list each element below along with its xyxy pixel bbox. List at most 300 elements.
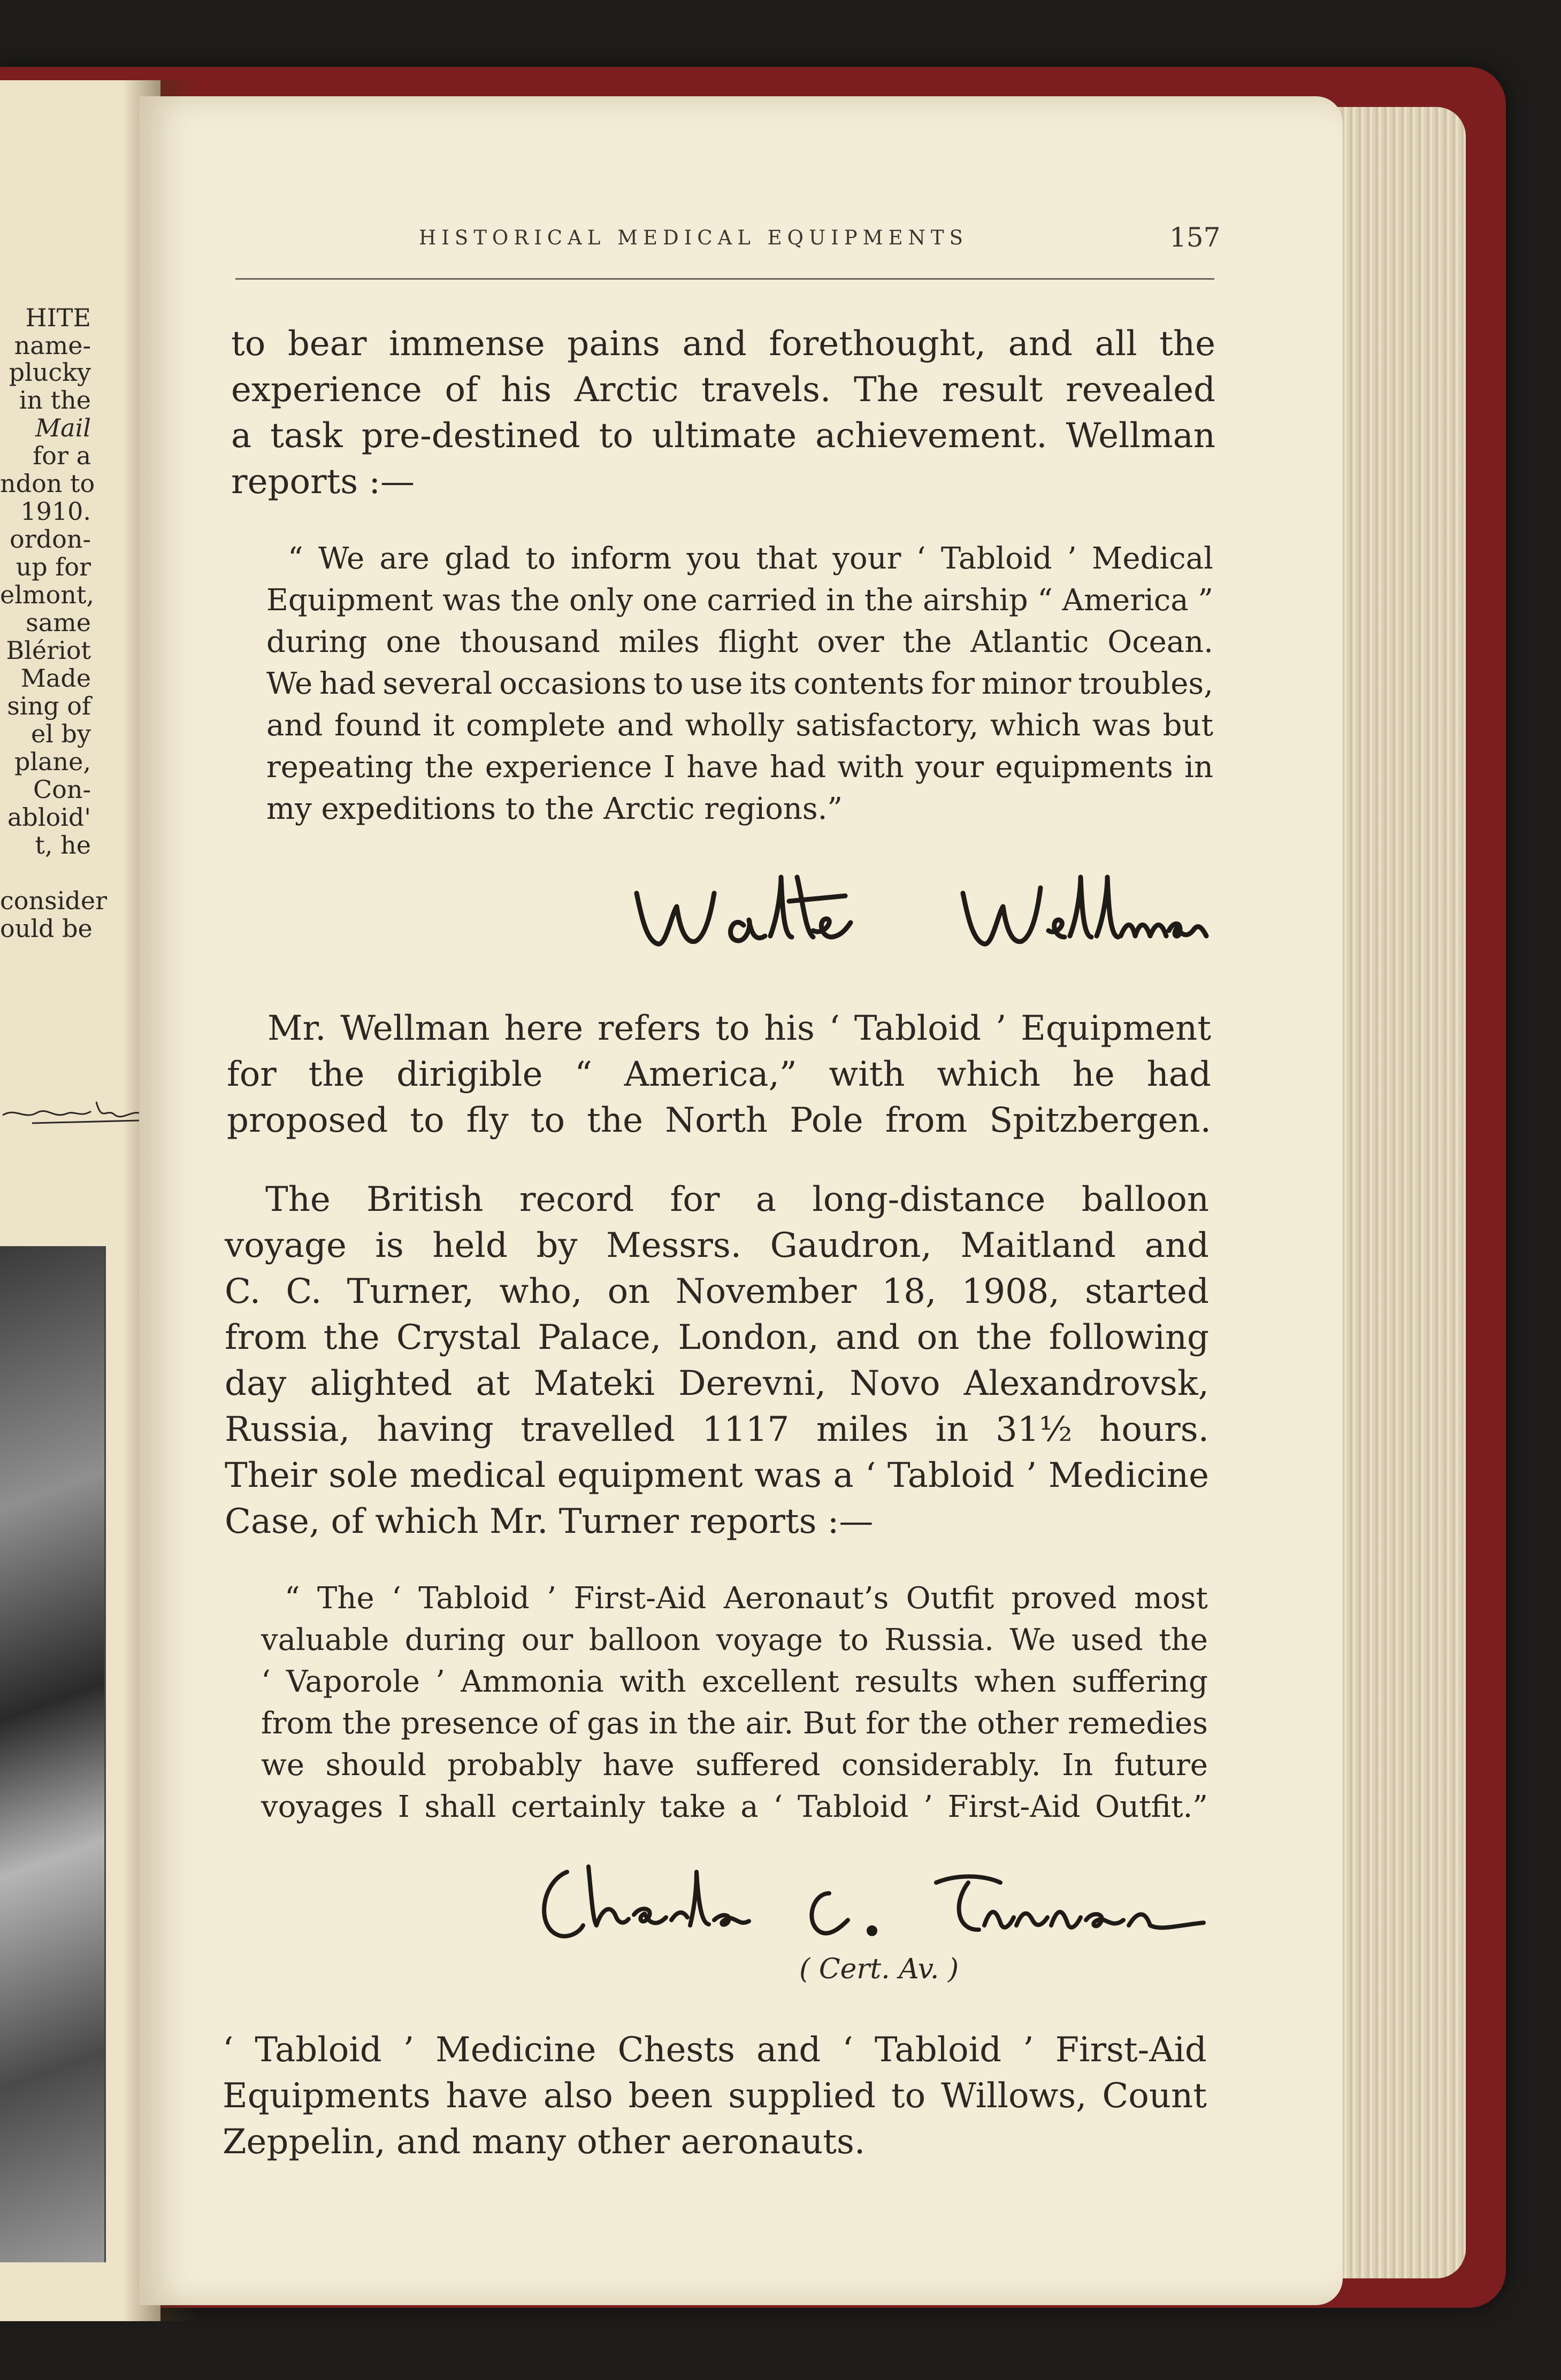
- word: considerably.: [841, 1748, 1041, 1783]
- word: refers: [597, 1009, 701, 1048]
- word: occasions: [499, 666, 647, 701]
- word: 31½: [996, 1410, 1073, 1449]
- word: 18,: [882, 1272, 937, 1311]
- word: First-Aid: [1055, 2030, 1207, 2070]
- word: we: [261, 1748, 305, 1783]
- word: a: [755, 1180, 776, 1219]
- word: hours.: [1099, 1410, 1209, 1449]
- word: Willows,: [940, 2076, 1087, 2116]
- word: experience: [485, 750, 652, 785]
- word: 1117: [702, 1410, 790, 1449]
- word: result: [942, 370, 1043, 410]
- word: to: [525, 541, 556, 576]
- word: sole: [328, 1456, 399, 1495]
- word: medical: [409, 1456, 546, 1495]
- left-page-fragment: elmont,: [0, 580, 94, 609]
- word: ‘: [916, 541, 926, 576]
- word: and: [617, 708, 674, 743]
- word: during: [266, 625, 368, 659]
- left-page-fragment: consider: [0, 886, 108, 915]
- word: Tabloid: [854, 1009, 982, 1048]
- word: probably: [447, 1748, 582, 1783]
- text-line: [261, 1745, 1208, 1786]
- word: over: [817, 625, 884, 659]
- word: during: [404, 1623, 506, 1657]
- word: “: [288, 541, 303, 576]
- word: North: [665, 1101, 768, 1140]
- left-page-fragment: for a: [33, 441, 91, 470]
- text-line: [223, 2073, 1207, 2119]
- left-page-fragment: up for: [16, 552, 91, 581]
- word: Tabloid: [940, 541, 1052, 576]
- word: Russia,: [225, 1410, 350, 1449]
- word: glad: [445, 541, 511, 576]
- word: Pole: [790, 1101, 863, 1140]
- word: dirigible: [396, 1055, 543, 1094]
- signature-walter-wellman: [621, 856, 1209, 963]
- word: 1908,: [961, 1272, 1060, 1311]
- word: the: [323, 1318, 380, 1357]
- text-line: [225, 1453, 1209, 1499]
- word: to: [231, 324, 266, 364]
- text-line: [261, 1703, 1208, 1745]
- word: found: [334, 708, 422, 743]
- word: minor: [981, 666, 1072, 701]
- word: for: [227, 1055, 277, 1094]
- text-line: [266, 580, 1213, 621]
- word: the: [1159, 1623, 1208, 1657]
- word: when: [974, 1664, 1057, 1699]
- left-page-fragment: sing of: [7, 692, 91, 720]
- word: task: [270, 416, 343, 456]
- word: our: [521, 1623, 573, 1657]
- word: achievement.: [815, 416, 1047, 456]
- text-line: [223, 2027, 1207, 2073]
- text-line: [261, 1786, 1208, 1828]
- word: one: [386, 625, 441, 659]
- word: alighted: [310, 1364, 453, 1403]
- word: carried: [707, 583, 817, 618]
- running-head: HISTORICAL MEDICAL EQUIPMENTS: [419, 226, 968, 249]
- text-line: [231, 413, 1215, 459]
- word: suffered: [695, 1748, 821, 1783]
- word: Maitland: [960, 1226, 1116, 1265]
- word: for: [866, 1706, 909, 1741]
- word: from: [225, 1318, 307, 1357]
- word: his: [501, 370, 552, 410]
- left-page-fragment: ould be: [0, 914, 93, 943]
- word: “: [1037, 583, 1053, 618]
- word: Equipments: [223, 2076, 431, 2116]
- word: in: [935, 1410, 969, 1449]
- word: your: [832, 541, 901, 576]
- word: gas: [587, 1706, 640, 1741]
- word: who,: [499, 1272, 583, 1311]
- word: to: [410, 1101, 445, 1140]
- word: ’: [923, 1790, 933, 1824]
- word: In: [1062, 1748, 1093, 1783]
- left-page-fragment: name-: [14, 331, 91, 360]
- word: Spitzbergen.: [989, 1101, 1211, 1140]
- word: in: [826, 583, 855, 618]
- word: it: [433, 708, 455, 743]
- word: ”: [1198, 583, 1213, 618]
- word: and: [1144, 1226, 1209, 1265]
- text-line: [225, 1269, 1209, 1315]
- word: We: [1009, 1623, 1056, 1657]
- word: satisfactory,: [795, 708, 979, 743]
- text-line: [266, 705, 1213, 747]
- word: bear: [287, 324, 367, 364]
- word: The: [265, 1180, 331, 1219]
- word: complete: [466, 708, 606, 743]
- word: was: [754, 1456, 822, 1495]
- word: Novo: [850, 1364, 940, 1403]
- word: Count: [1102, 2076, 1207, 2116]
- word: also: [543, 2076, 613, 2116]
- word: travels.: [701, 370, 831, 410]
- word: pre-destined: [361, 416, 580, 456]
- word: November: [675, 1272, 857, 1311]
- word: revealed: [1066, 370, 1215, 410]
- word: the: [424, 750, 474, 785]
- text-line: [261, 1661, 1208, 1703]
- word: with: [619, 1664, 686, 1699]
- word: of: [548, 1706, 578, 1741]
- word: shall: [424, 1790, 496, 1824]
- word: troubles,: [1078, 666, 1213, 701]
- word: following: [1049, 1318, 1209, 1357]
- word: ’: [995, 1009, 1007, 1048]
- text-line: [231, 367, 1215, 413]
- word: its: [749, 666, 787, 701]
- word: to: [653, 666, 684, 701]
- word: only: [569, 583, 633, 618]
- word: he: [1072, 1055, 1115, 1094]
- word: Crystal: [396, 1318, 521, 1357]
- word: Tabloid: [797, 1790, 909, 1824]
- word: valuable: [261, 1623, 389, 1657]
- word: future: [1114, 1748, 1208, 1783]
- word: voyage: [225, 1226, 347, 1265]
- word: which: [937, 1055, 1040, 1094]
- word: forethought,: [769, 324, 986, 364]
- word: but: [1162, 708, 1213, 743]
- word: been: [628, 2076, 713, 2116]
- word: is: [375, 1226, 404, 1265]
- word: Tabloid: [887, 1456, 1015, 1495]
- word: ‘: [223, 2030, 234, 2070]
- word: and: [1008, 324, 1073, 364]
- word: equipments: [995, 750, 1173, 785]
- word: America: [1062, 583, 1189, 618]
- text-line: [227, 1051, 1211, 1097]
- word: Turner,: [347, 1272, 475, 1311]
- text-line: [225, 1315, 1209, 1361]
- text-line: [231, 321, 1215, 367]
- word: pains: [567, 324, 660, 364]
- word: have: [602, 1748, 675, 1783]
- word: his: [764, 1009, 815, 1048]
- word: several: [382, 666, 493, 701]
- word: Messrs.: [606, 1226, 741, 1265]
- word: voyages: [261, 1790, 384, 1824]
- word: other: [977, 1706, 1059, 1741]
- left-page-fragment: plucky: [9, 358, 91, 387]
- word: on: [607, 1272, 651, 1311]
- word: ’: [1067, 541, 1077, 576]
- quote-wellman: [266, 538, 1213, 830]
- word: one: [642, 583, 698, 618]
- word: from: [261, 1706, 333, 1741]
- paragraph-1: [231, 321, 1215, 505]
- left-page-fragment: ndon to: [0, 469, 95, 498]
- word: ultimate: [652, 416, 797, 456]
- word: proposed: [227, 1101, 388, 1140]
- word: the: [687, 1706, 736, 1741]
- word: “: [285, 1581, 300, 1616]
- text-line: [225, 1361, 1209, 1407]
- word: air.: [745, 1706, 794, 1741]
- word: proved: [1011, 1581, 1117, 1616]
- word: to: [599, 416, 633, 456]
- word: have: [446, 2076, 528, 2116]
- word: repeating: [266, 750, 414, 785]
- word: fly: [466, 1101, 509, 1140]
- word: “: [575, 1055, 592, 1094]
- signature-charles-c-turner: [530, 1851, 1209, 1947]
- word: Russia.: [884, 1623, 994, 1657]
- word: Outfit: [906, 1581, 994, 1616]
- word: First-Aid: [573, 1581, 707, 1616]
- left-page-fragment: t, he: [35, 831, 91, 859]
- word: thousand: [460, 625, 600, 659]
- text-line: [225, 1177, 1209, 1223]
- word: London,: [678, 1318, 819, 1357]
- word: the: [1159, 324, 1215, 364]
- text-line: [266, 747, 1213, 788]
- left-page-fragment: Con-: [33, 775, 91, 804]
- word: take: [660, 1790, 726, 1824]
- text-line: [266, 621, 1213, 663]
- word: ‘: [829, 1009, 840, 1048]
- word: Aeronaut’s: [723, 1581, 889, 1616]
- word: have: [686, 750, 759, 785]
- left-page-fragment: same: [26, 608, 91, 637]
- word: had: [1146, 1055, 1211, 1094]
- left-page-fragment: in the: [19, 386, 91, 414]
- paragraph-3: [225, 1177, 1209, 1545]
- word: ‘: [773, 1790, 783, 1824]
- word: inform: [571, 541, 672, 576]
- word: and: [266, 708, 323, 743]
- word: Arctic: [574, 370, 679, 410]
- word: a: [740, 1790, 759, 1824]
- word: The: [854, 370, 919, 410]
- text-line: [261, 1578, 1208, 1619]
- word: Tabloid: [255, 2030, 382, 2070]
- word: America,”: [624, 1055, 797, 1094]
- left-page-fragment: ordon-: [10, 525, 91, 554]
- left-page-fragment: HITE: [25, 303, 91, 332]
- word: balloon: [1081, 1180, 1209, 1219]
- word: Tabloid: [874, 2030, 1002, 2070]
- word: ‘: [865, 1456, 876, 1495]
- quote-turner: [261, 1578, 1208, 1828]
- word: Medicine: [435, 2030, 596, 2070]
- word: airship: [923, 583, 1028, 618]
- word: the: [587, 1101, 643, 1140]
- word: you: [686, 541, 741, 576]
- word: travelled: [521, 1410, 675, 1449]
- left-page-photo: [0, 1246, 106, 2262]
- word: the: [864, 583, 914, 618]
- word: was: [1092, 708, 1151, 743]
- word: We: [318, 541, 365, 576]
- signature-title: ( Cert. Av. ): [799, 1953, 959, 1985]
- word: record: [519, 1180, 634, 1219]
- word: Derevni,: [678, 1364, 827, 1403]
- word: Tabloid: [418, 1581, 530, 1616]
- word: wholly: [685, 708, 784, 743]
- word: Gaudron,: [770, 1226, 932, 1265]
- word: and: [836, 1318, 900, 1357]
- word: held: [432, 1226, 508, 1265]
- word: from: [885, 1101, 968, 1140]
- word: in: [1184, 750, 1213, 785]
- word: at: [476, 1364, 510, 1403]
- word: supplied: [728, 2076, 876, 2116]
- left-page-fragment: Made: [20, 664, 91, 693]
- word: use: [690, 666, 743, 701]
- word: balloon: [588, 1623, 701, 1657]
- word: ’: [1023, 2030, 1034, 2070]
- word: miles: [618, 625, 700, 659]
- word: experience: [231, 370, 422, 410]
- word: are: [379, 541, 430, 576]
- word: the: [902, 625, 952, 659]
- word: Equipment: [266, 583, 433, 618]
- text-line: [266, 663, 1213, 705]
- word: should: [325, 1748, 426, 1783]
- word: equipment: [557, 1456, 743, 1495]
- left-page-fragment: Blériot: [6, 636, 91, 665]
- text-line: [266, 538, 1213, 580]
- word: Wellman: [340, 1009, 490, 1048]
- paragraph-4: [223, 2027, 1207, 2165]
- word: was: [442, 583, 502, 618]
- text-line: Zeppelin, and many other aeronauts.: [223, 2122, 866, 2162]
- word: a: [231, 416, 252, 456]
- word: ’: [547, 1581, 557, 1616]
- word: Wellman: [1066, 416, 1215, 456]
- word: Ammonia: [461, 1664, 604, 1699]
- word: C.: [286, 1272, 322, 1311]
- word: Mateki: [533, 1364, 655, 1403]
- word: had: [319, 666, 376, 701]
- word: remedies: [1068, 1706, 1208, 1741]
- word: Outfit.”: [1095, 1790, 1208, 1824]
- word: and: [682, 324, 747, 364]
- word: long-distance: [812, 1180, 1046, 1219]
- text-line: [227, 1097, 1211, 1143]
- text-line: [225, 1407, 1209, 1453]
- word: Medical: [1092, 541, 1213, 576]
- word: on: [916, 1318, 960, 1357]
- word: British: [366, 1180, 484, 1219]
- word: results: [854, 1664, 959, 1699]
- page-number: 157: [1169, 222, 1221, 253]
- word: ‘: [391, 1581, 401, 1616]
- word: The: [317, 1581, 374, 1616]
- word: started: [1085, 1272, 1209, 1311]
- left-page-fragment: Mail: [35, 413, 91, 442]
- word: for: [931, 666, 975, 701]
- word: Equipment: [1021, 1009, 1211, 1048]
- word: Their: [225, 1456, 317, 1495]
- word: ’: [403, 2030, 415, 2070]
- text-line: my expeditions to the Arctic regions.”: [266, 792, 843, 826]
- word: Medicine: [1048, 1456, 1209, 1495]
- word: the: [976, 1318, 1032, 1357]
- left-page-fragment: plane,: [14, 747, 91, 776]
- word: all: [1095, 324, 1137, 364]
- word: miles: [816, 1410, 909, 1449]
- word: I: [397, 1790, 410, 1824]
- word: presence: [401, 1706, 539, 1741]
- left-page-fragment: 1910.: [20, 497, 91, 526]
- word: used: [1071, 1623, 1143, 1657]
- word: the: [919, 1706, 968, 1741]
- word: We: [266, 666, 313, 701]
- word: Mr.: [267, 1009, 326, 1048]
- word: to: [715, 1009, 750, 1048]
- word: I: [663, 750, 676, 785]
- word: with: [837, 750, 904, 785]
- word: your: [915, 750, 984, 785]
- word: Chests: [617, 2030, 735, 2070]
- word: in: [648, 1706, 678, 1741]
- word: ‘: [842, 2030, 853, 2070]
- word: day: [225, 1364, 287, 1403]
- word: for: [670, 1180, 720, 1219]
- word: Vaporole: [286, 1664, 420, 1699]
- word: to: [891, 2076, 926, 2116]
- word: immense: [389, 324, 545, 364]
- paragraph-2: [227, 1005, 1211, 1143]
- word: Palace,: [538, 1318, 662, 1357]
- word: having: [377, 1410, 494, 1449]
- word: the: [510, 583, 560, 618]
- word: certainly: [511, 1790, 645, 1824]
- word: ‘: [261, 1664, 271, 1699]
- word: suffering: [1072, 1664, 1208, 1699]
- word: First-Aid: [947, 1790, 1081, 1824]
- text-line: reports :—: [231, 462, 415, 502]
- word: But: [802, 1706, 856, 1741]
- text-line: [261, 1619, 1208, 1661]
- left-page-fragment: el by: [31, 719, 91, 748]
- word: which: [990, 708, 1081, 743]
- word: ’: [435, 1664, 445, 1699]
- word: of: [445, 370, 478, 410]
- word: the: [342, 1706, 392, 1741]
- word: Alexandrovsk,: [963, 1364, 1209, 1403]
- word: to: [530, 1101, 565, 1140]
- word: here: [504, 1009, 584, 1048]
- word: flight: [718, 625, 799, 659]
- word: voyage: [716, 1623, 823, 1657]
